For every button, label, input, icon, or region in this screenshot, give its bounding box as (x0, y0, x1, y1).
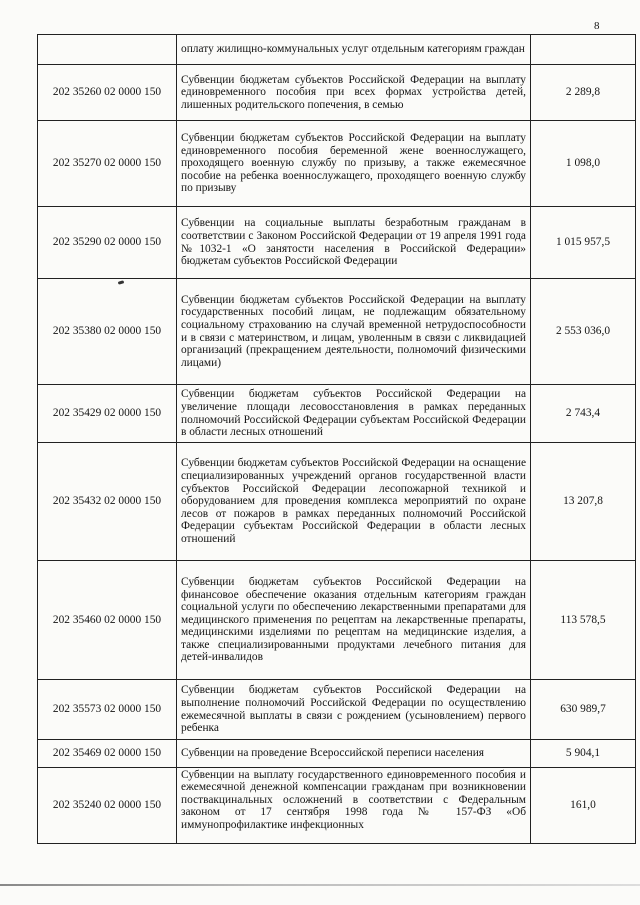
row-amount: 2 743,4 (531, 385, 636, 443)
table-row (38, 65, 636, 121)
table-row (38, 443, 636, 561)
budget-code: 202 35432 02 0000 150 (38, 443, 177, 561)
budget-code (38, 35, 177, 65)
row-amount: 1 098,0 (531, 121, 636, 207)
budget-code: 202 35240 02 0000 150 (38, 768, 177, 844)
row-description: Субвенции бюджетам субъектов Российской Федерации на финансовое обеспечение оказания отдельным категориям граждан социальной услуги по обеспечению лекарственными препаратами для медицинского применения по рецептам на лекарственные препараты, медицинскими изделиями по рецептам на медицинские изделия, а также специализированными продуктами лечебного питания для детей-инвалидов (177, 561, 531, 680)
row-description: Субвенции бюджетам субъектов Российской Федерации на выплату государственных пособий лицам, не подлежащим обязательному социальному страхованию на случай временной нетрудоспособности и в связи с материнством, и лицам, уволенным в связи с ликвидацией организаций (прекращением деятельности, полномочий физическими лицами) (177, 279, 531, 385)
budget-code: 202 35290 02 0000 150 (38, 207, 177, 279)
row-amount: 630 989,7 (531, 680, 636, 740)
row-description: оплату жилищно-коммунальных услуг отдельным категориям граждан (177, 35, 531, 65)
table-row (38, 279, 636, 385)
table-row (38, 680, 636, 740)
row-description: Субвенции бюджетам субъектов Российской Федерации на выплату единовременного пособия при всех формах устройства детей, лишенных родительского попечения, в семью (177, 65, 531, 121)
subventions-table (37, 34, 636, 844)
row-description: Субвенции бюджетам субъектов Российской Федерации на оснащение специализированных учреждений органов государственной власти субъектов Российской Федерации лесопожарной техникой и оборудованием для проведения комплекса мероприятий по охране лесов от пожаров в рамках переданных полномочий Российской Федерации субъектам Российской Федерации в области лесных отношений (177, 443, 531, 561)
table-row (38, 121, 636, 207)
row-description (177, 768, 531, 844)
budget-code: 202 35429 02 0000 150 (38, 385, 177, 443)
row-description: Субвенции бюджетам субъектов Российской Федерации на выплату единовременного пособия беременной жене военнослужащего, проходящего военную службу по призыву, а также ежемесячное пособие на ребенка военнослужащего, проходящего военную службу по призыву (177, 121, 531, 207)
row-amount: 2 289,8 (531, 65, 636, 121)
budget-code: 202 35270 02 0000 150 (38, 121, 177, 207)
table-row (38, 35, 636, 65)
row-description: Субвенции на социальные выплаты безработным гражданам в соответствии с Законом Российской Федерации от 19 апреля 1991 года №1032-1 «О занятости населения в Российской Федерации» бюджетам субъектов Российской Федерации (177, 207, 531, 279)
row-description-text: Субвенции на выплату государственного единовременного пособия и ежемесячной денежной компенсации гражданам при возникновении поствакцинальных осложнений в соответствии с Федеральным законом от 17 сентября 1998 года № 157-ФЗ «Об иммунопрофилактике инфекционных (181, 768, 526, 831)
budget-code: 202 35380 02 0000 150 (38, 279, 177, 385)
row-description: Субвенции на проведение Всероссийской переписи населения (177, 740, 531, 768)
page-number: 8 (594, 20, 600, 32)
row-amount (531, 35, 636, 65)
row-description: Субвенции бюджетам субъектов Российской Федерации на увеличение площади лесовосстановления в рамках переданных полномочий Российской Федерации субъектам Российской Федерации в области лесных отношений (177, 385, 531, 443)
table-row (38, 768, 636, 844)
table-row (38, 207, 636, 279)
table-row (38, 385, 636, 443)
table-row (38, 740, 636, 768)
scan-edge-line (0, 884, 640, 886)
row-amount: 2 553 036,0 (531, 279, 636, 385)
row-amount: 1 015 957,5 (531, 207, 636, 279)
budget-code: 202 35260 02 0000 150 (38, 65, 177, 121)
row-description: Субвенции бюджетам субъектов Российской Федерации на выполнение полномочий Российской Федерации по осуществлению ежемесячной выплаты в связи с рождением (усыновлением) первого ребенка (177, 680, 531, 740)
row-amount: 13 207,8 (531, 443, 636, 561)
budget-code: 202 35469 02 0000 150 (38, 740, 177, 768)
table-row (38, 561, 636, 680)
row-amount: 161,0 (531, 768, 636, 844)
row-amount: 5 904,1 (531, 740, 636, 768)
budget-code: 202 35573 02 0000 150 (38, 680, 177, 740)
row-amount: 113 578,5 (531, 561, 636, 680)
budget-code: 202 35460 02 0000 150 (38, 561, 177, 680)
